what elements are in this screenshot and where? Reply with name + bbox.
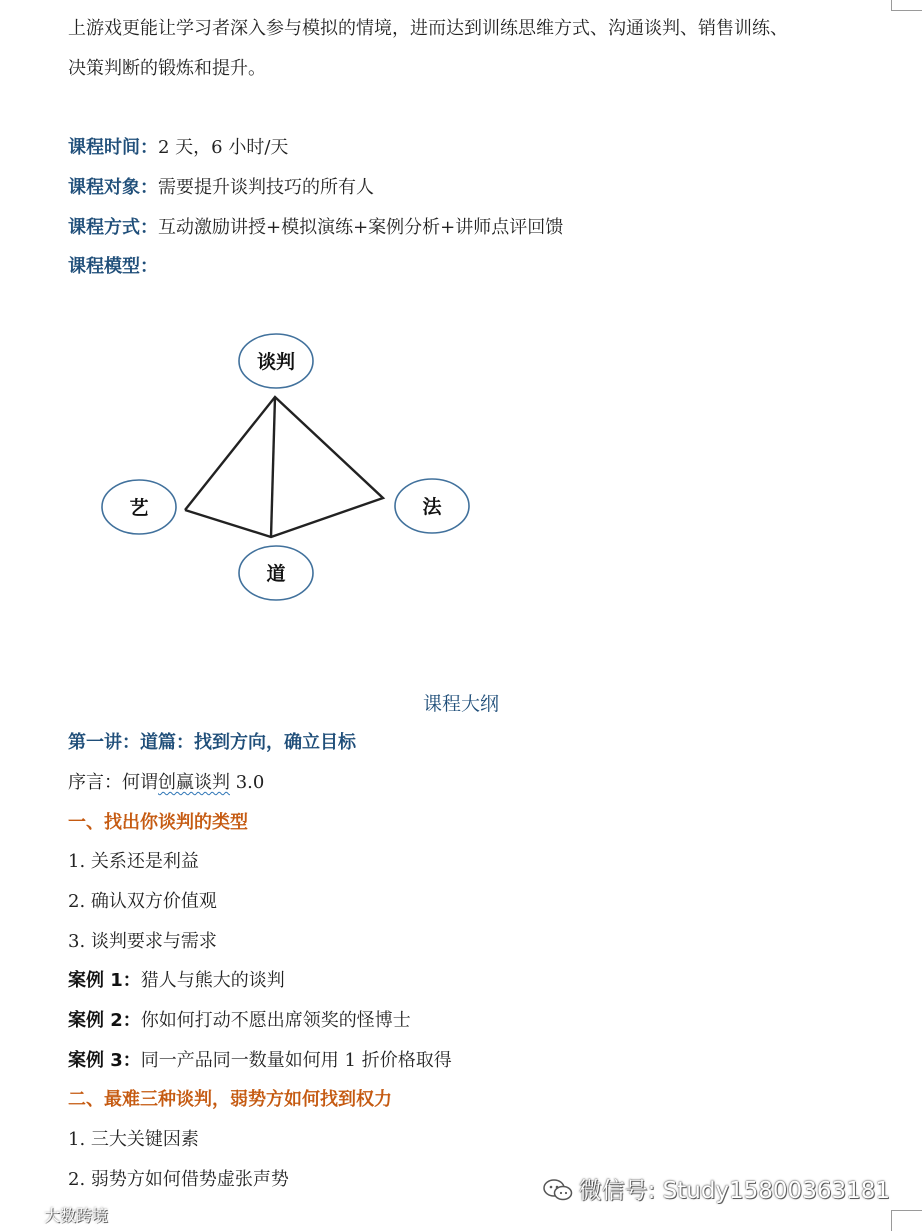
preface-text-flagged: 创赢谈判 xyxy=(158,772,230,793)
course-model-label: 课程模型： xyxy=(68,256,158,277)
lecture-1-heading: 第一讲：道篇：找到方向，确立目标 xyxy=(68,732,356,753)
course-time-label: 课程时间： xyxy=(68,137,158,158)
course-time xyxy=(68,136,288,160)
case-1-text: 猎人与熊大的谈判 xyxy=(140,970,285,991)
course-time-value: 2 天，6 小时/天 xyxy=(158,137,289,158)
preface-text-start: 何谓 xyxy=(122,772,158,793)
node-method-label: 法 xyxy=(422,496,442,518)
section-1-item-2: 2. 确认双方价值观 xyxy=(68,891,217,912)
page-corner-mark-bottom xyxy=(891,1210,922,1231)
section-2-item-2: 2. 弱势方如何借势虚张声势 xyxy=(68,1169,289,1190)
section-1-heading: 一、找出你谈判的类型 xyxy=(68,812,248,833)
wechat-watermark-text: 微信号: Study15800363181 xyxy=(578,1178,890,1204)
wechat-icon xyxy=(543,1178,573,1202)
preface-text-end: 3.0 xyxy=(230,772,265,793)
preface-line xyxy=(68,771,264,795)
intro-line-2: 决策判断的锻炼和提升。 xyxy=(68,58,266,79)
section-2-heading: 二、最难三种谈判，弱势方如何找到权力 xyxy=(68,1089,392,1110)
pyramid-center-edge xyxy=(271,397,275,537)
case-3-label: 案例 3： xyxy=(68,1050,141,1071)
case-1 xyxy=(68,969,285,993)
node-negotiation xyxy=(239,334,313,388)
course-method-value: 互动激励讲授+模拟演练+案例分析+讲师点评回馈 xyxy=(158,217,564,238)
case-1-label: 案例 1： xyxy=(68,970,141,991)
node-way-label: 道 xyxy=(266,563,286,585)
node-negotiation-label: 谈判 xyxy=(256,351,296,373)
page-corner-mark-top xyxy=(891,0,922,11)
course-model-diagram xyxy=(90,325,490,615)
wechat-watermark xyxy=(543,1172,890,1205)
case-2-text: 你如何打动不愿出席领奖的怪博士 xyxy=(140,1010,411,1031)
brand-watermark xyxy=(4,1203,108,1226)
case-2-label: 案例 2： xyxy=(68,1010,141,1031)
intro-line-1: 上游戏更能让学习者深入参与模拟的情境，进而达到训练思维方式、沟通谈判、销售训练、 xyxy=(68,18,788,39)
course-method xyxy=(68,216,563,240)
node-method xyxy=(395,479,469,533)
case-3-text: 同一产品同一数量如何用 1 折价格取得 xyxy=(140,1050,452,1071)
outline-title: 课程大纲 xyxy=(422,693,499,715)
section-1-item-1: 1. 关系还是利益 xyxy=(68,851,199,872)
case-2 xyxy=(68,1009,411,1033)
course-audience-value: 需要提升谈判技巧的所有人 xyxy=(158,177,374,198)
case-3 xyxy=(68,1049,452,1073)
section-1-item-3: 3. 谈判要求与需求 xyxy=(68,931,217,952)
node-art-label: 艺 xyxy=(129,497,149,519)
course-audience xyxy=(68,176,374,200)
node-art xyxy=(102,480,176,534)
brand-watermark-text: 大数跨境 xyxy=(44,1206,109,1225)
preface-label: 序言： xyxy=(68,772,122,793)
section-2-item-1: 1. 三大关键因素 xyxy=(68,1129,199,1150)
node-way xyxy=(239,546,313,600)
course-model xyxy=(68,255,158,279)
course-audience-label: 课程对象： xyxy=(68,177,158,198)
course-method-label: 课程方式： xyxy=(68,217,158,238)
pyramid-outline xyxy=(185,397,383,537)
